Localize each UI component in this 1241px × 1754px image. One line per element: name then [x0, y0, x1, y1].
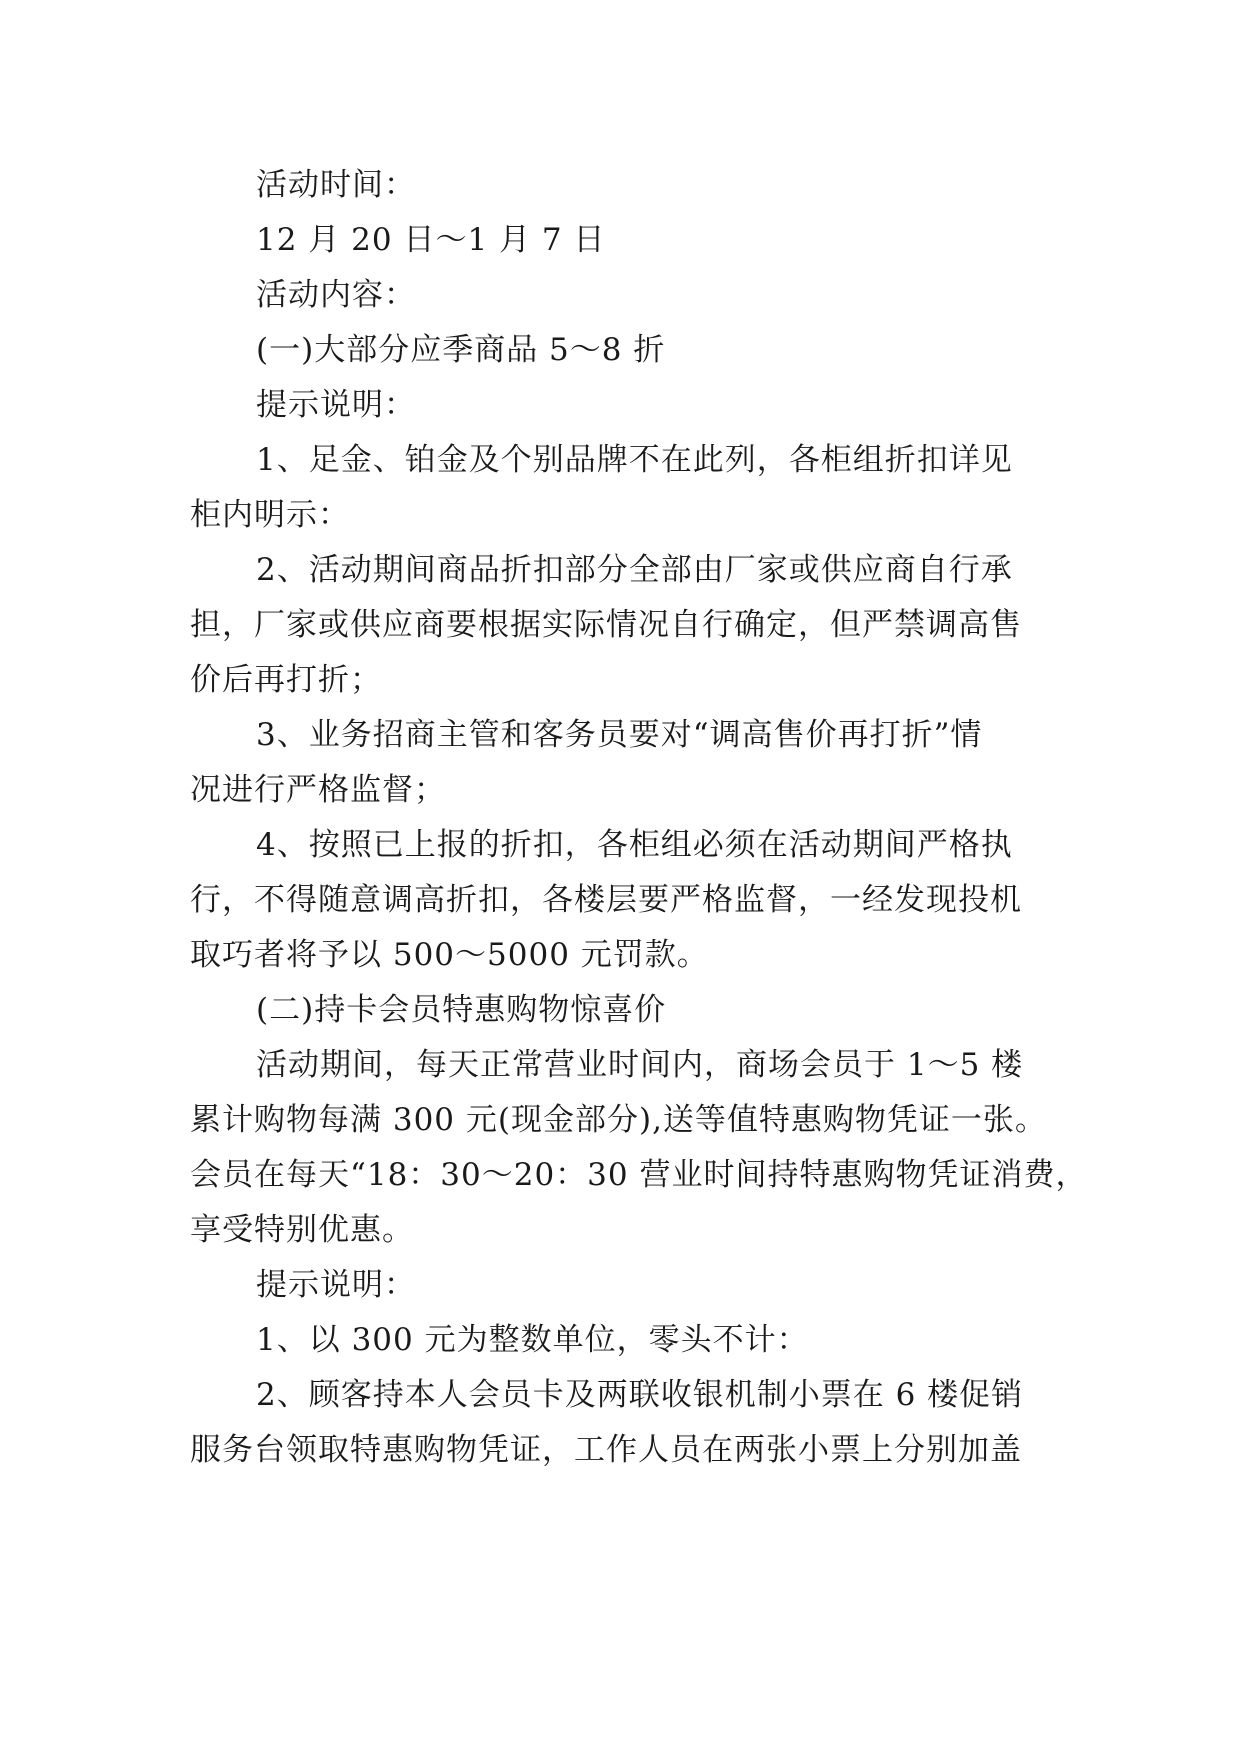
text-line: 1、以 300 元为整数单位，零头不计： [256, 1322, 809, 1358]
text-line: 活动时间： [256, 167, 416, 203]
document-body [190, 158, 1088, 1478]
text-line: 担，厂家或供应商要根据实际情况自行确定，但严禁调高售 [190, 607, 1022, 643]
text-line: 享受特别优惠。 [190, 1212, 414, 1248]
text-line: 累计购物每满 300 元(现金部分),送等值特惠购物凭证一张。 [190, 1102, 1047, 1138]
text-line: 况进行严格监督； [190, 772, 446, 808]
text-line: 提示说明： [256, 1267, 416, 1303]
text-line: 提示说明： [256, 387, 416, 423]
text-line: (一)大部分应季商品 5～8 折 [256, 332, 666, 368]
text-line: 2、活动期间商品折扣部分全部由厂家或供应商自行承 [256, 552, 1013, 588]
text-line: 4、按照已上报的折扣，各柜组必须在活动期间严格执 [256, 827, 1013, 863]
text-line: 服务台领取特惠购物凭证，工作人员在两张小票上分别加盖 [190, 1432, 1022, 1468]
text-line: 行，不得随意调高折扣，各楼层要严格监督，一经发现投机 [190, 882, 1022, 918]
text-line: 2、顾客持本人会员卡及两联收银机制小票在 6 楼促销 [256, 1377, 1024, 1413]
text-line: (二)持卡会员特惠购物惊喜价 [256, 992, 667, 1028]
text-line: 会员在每天“18：30～20：30 营业时间持特惠购物凭证消费， [190, 1157, 1088, 1193]
text-line: 取巧者将予以 500～5000 元罚款。 [190, 937, 709, 973]
text-line: 活动期间，每天正常营业时间内，商场会员于 1～5 楼 [256, 1047, 1024, 1083]
text-line: 3、业务招商主管和客务员要对“调高售价再打折”情 [256, 717, 983, 753]
text-line: 12 月 20 日～1 月 7 日 [256, 222, 606, 258]
text-line: 活动内容： [256, 277, 416, 313]
text-line: 柜内明示： [190, 497, 350, 533]
text-line: 价后再打折； [190, 662, 382, 698]
text-line: 1、足金、铂金及个别品牌不在此列，各柜组折扣详见 [256, 442, 1013, 478]
